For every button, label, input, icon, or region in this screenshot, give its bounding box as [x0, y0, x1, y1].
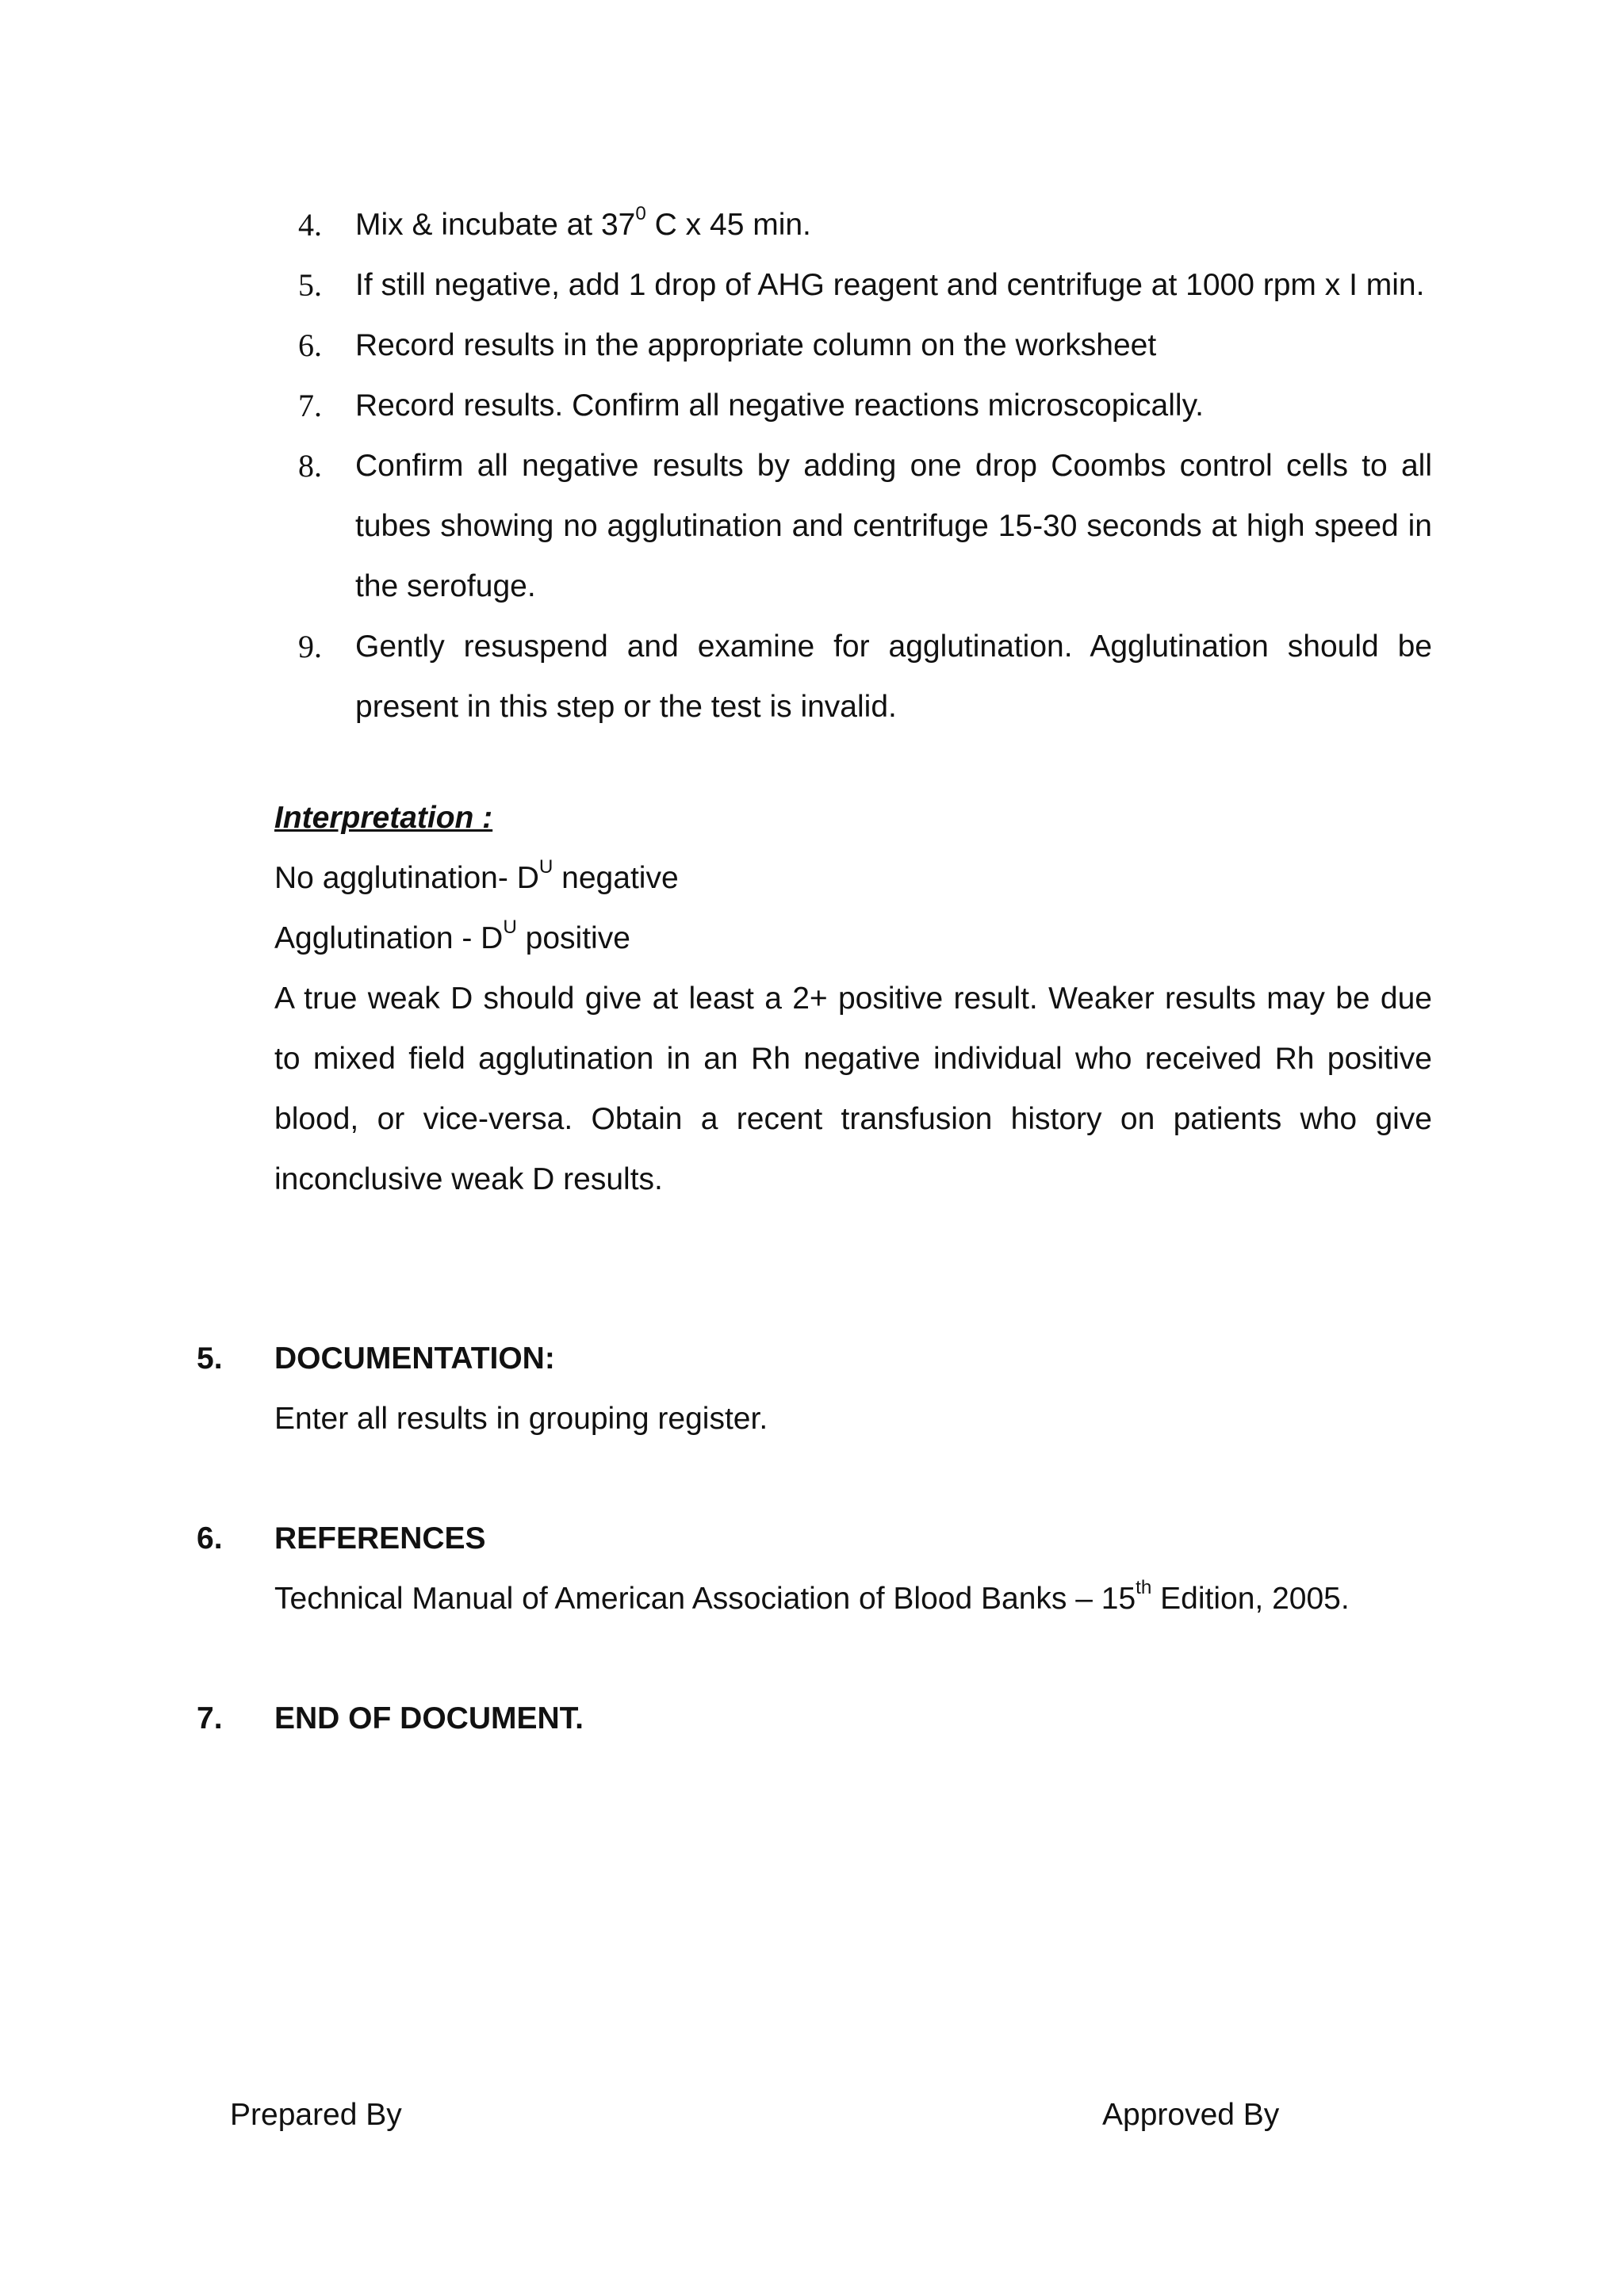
superscript: 0: [635, 203, 646, 225]
procedure-step: [298, 316, 1432, 376]
procedure-step-list: [298, 195, 1432, 737]
step-number: 5.: [298, 267, 322, 303]
step-text: Confirm all negative results by adding one drop Coombs control cells to all tubes showing no agglutination and centrifuge 15-30 seconds at high speed in the serofuge.: [355, 449, 1432, 603]
section-number: 6.: [197, 1521, 223, 1556]
procedure-step: [298, 436, 1432, 617]
interpretation-negative-line: No agglutination- $D^U$ negative: [274, 856, 679, 895]
step-number: 9.: [298, 629, 322, 664]
step-text: Gently resuspend and examine for agglutination. Agglutination should be present in this step or the test is invalid.: [355, 629, 1432, 724]
step-number: 7.: [298, 388, 322, 423]
step-text: Record results. Confirm all negative reactions microscopically.: [355, 388, 1205, 423]
superscript: th: [1136, 1577, 1152, 1599]
interpretation-paragraph: A true weak D should give at least a 2+ positive result. Weaker results may be due to mixed field agglutination in an Rh negative individual who received Rh positive blood, or vice-versa. Obtain a recent transfusion history on patients who give inconclusive weak D results.: [274, 982, 1432, 1196]
step-text: Mix & incubate at $37^0$ C x 45 min.: [355, 203, 811, 242]
step-number: 6.: [298, 327, 322, 363]
interpretation-block: [274, 788, 1432, 1210]
section-number: 7.: [197, 1701, 223, 1735]
section-title: END OF DOCUMENT.: [274, 1701, 584, 1735]
step-text: Record results in the appropriate column on the worksheet: [355, 328, 1157, 362]
procedure-step: [298, 195, 1432, 255]
section-title: REFERENCES: [274, 1521, 486, 1556]
interpretation-positive-line: Agglutination - $D^U$ positive: [274, 916, 630, 955]
superscript: U: [503, 916, 517, 939]
interpretation-heading: Interpretation :: [274, 801, 493, 835]
approved-by-label: Approved By: [1102, 2098, 1280, 2132]
section-body: Enter all results in grouping register.: [274, 1402, 768, 1436]
section-body: Technical Manual of American Association of Blood Banks – 15th Edition, 2005.: [274, 1577, 1350, 1616]
section-title: DOCUMENTATION:: [274, 1341, 555, 1376]
section-number: 5.: [197, 1341, 223, 1376]
procedure-step: [298, 617, 1432, 737]
step-text: If still negative, add 1 drop of AHG reagent and centrifuge at 1000 rpm x I min.: [355, 268, 1425, 302]
procedure-step: [298, 255, 1432, 316]
procedure-step: [298, 376, 1432, 436]
superscript: U: [538, 856, 553, 878]
step-number: 8.: [298, 448, 322, 484]
prepared-by-label: Prepared By: [230, 2098, 402, 2132]
step-number: 4.: [298, 207, 322, 243]
